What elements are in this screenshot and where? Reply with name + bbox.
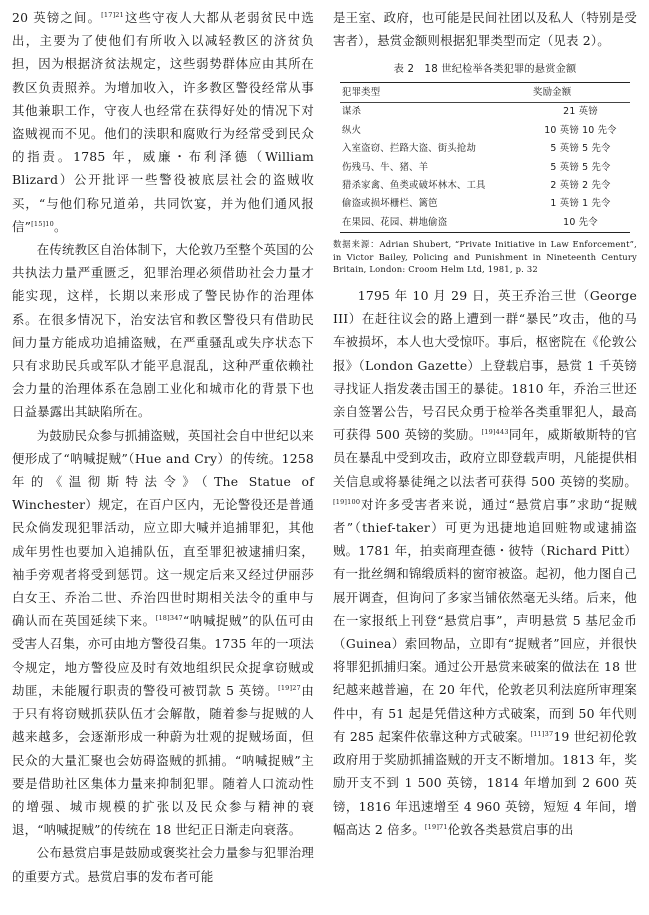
text-run: “呐喊捉贼”的队伍可由受害人召集，亦可由地方警役召集。1735 年的一项法令规定，地方警役应及时有效地组织民众捉拿窃贼或劫匪，未能履行职责的警役可被罚款 5 英镑。 — [12, 613, 314, 698]
text-run: 由于只有将窃贼抓获队伍才会解散，随着参与捉贼的人越来越多，会逐渐形成一种蔚为壮观的捉贼场面，但民众的大量汇聚也会妨碍盗贼的抓捕。“呐喊捉贼”主要是借助社区集体力量来抑制犯罪。随着人口流动性的增强、城市规模的扩张以及民众参与精神的衰退，“呐喊捉贼”的传统在 18 世纪正日渐走向衰落。 — [12, 682, 314, 838]
table-row — [340, 122, 630, 140]
bounty-table-block — [333, 62, 637, 276]
text-run: 为鼓励民众参与抓捕盗贼，英国社会自中世纪以来便形成了“呐喊捉贼”（Hue and Cry）的传统。1258 年的《温彻斯特法令》（The Statue of Winchester）规定，在百户区内，无论警役还是普通民众倘发现犯罪活动，应立即大喊并追捕罪犯，其他成年男性也要加入追捕队伍，直至罪犯被逮捕归案，袖手旁观者将受到惩罚。这一规定后来又经过伊丽莎白女王、乔治二世、乔治四世时期相关法令的重申与确认而在英国延续下来。 — [12, 427, 314, 629]
text-run: 对许多受害者来说，通过“悬赏启事”求助“捉贼者”（thief-taker）可更为迅捷地追回赃物或逮捕盗贼。1781 年，拍卖商理查德・彼特（Richard Pitt）有一批丝绸和锦缎质料的窗帘被盗。起初，他力图自己展开调查，但询问了多家当铺依然毫无头绪。后来，他在一家报纸上刊登“悬赏启事”，声明悬赏 5 基尼金币（Guinea）索回物品，立即有“捉贼者”回应，并很快将罪犯抓捕归案。通过公开悬赏来破案的做法在 18 世纪越来越普遍，在 20 年代，伦敦老贝利法庭所审理案件中，有 51 起是凭借这种方式破案，而到 50 年代则有 285 起案件依靠这种方式破案。 — [333, 496, 637, 744]
reward-cell: 5 英镑 5 先令 — [550, 161, 611, 173]
left-text-column — [12, 6, 314, 888]
citation-ref: [18]347 — [155, 614, 183, 623]
crime-type-cell: 谋杀 — [342, 106, 362, 118]
crime-type-cell: 偷盗或损坏栅栏、篱笆 — [342, 198, 438, 210]
text-run: 公布悬赏启事是鼓励或褒奖社会力量参与犯罪治理的重要方式。悬赏启事的发布者可能 — [12, 845, 314, 884]
text-run: 19 世纪初伦敦政府用于奖励抓捕盗贼的开支不断增加。1813 年，奖励开支不到 1 500 英镑，1814 年增加到 2 600 英镑，1816 年迅速增至 4 960 英镑，短短 4 年间，增幅高达 2 倍多。 — [333, 728, 637, 837]
citation-ref: [19]443 — [481, 428, 509, 437]
reward-cell: 10 先令 — [531, 214, 630, 233]
crime-type-cell: 纵火 — [342, 124, 362, 136]
text-run: 1795 年 10 月 29 日，英王乔治三世（George III）在赶往议会的路上遭到一群“暴民”攻击，他的马车被损坏，本人也大受惊吓。事后，枢密院在《伦敦公报》（London Gazette）上登载启事，悬赏 1 千英镑寻找证人指发袭击国王的暴徒。1810 年，乔治三世还亲自签署公告，号召民众勇于检举各类重罪犯人，最高可获得 500 英镑的奖励。 — [333, 288, 637, 443]
reward-cell: 5 英镑 5 先令 — [550, 143, 611, 155]
text-run: 20 英镑之间。 — [12, 10, 102, 25]
table-row — [340, 195, 630, 213]
text-run: 伦敦各类悬赏启事的出 — [447, 821, 574, 837]
citation-ref: [17]21 — [101, 11, 124, 19]
crime-type-cell: 猎杀家禽、鱼类或破坏林木、工具 — [342, 180, 486, 192]
table-row — [340, 140, 630, 158]
table-caption: 表 2 18 世纪检举各类犯罪的悬赏金额 — [393, 64, 577, 76]
header-crime-type: 犯罪类型 — [340, 83, 531, 103]
reward-cell: 21 英镑 — [563, 106, 598, 118]
table-row — [340, 177, 630, 195]
citation-ref: [19]27 — [278, 683, 301, 692]
table-row — [340, 214, 630, 233]
citation-ref: [19]100 — [333, 497, 361, 506]
crime-type-cell: 入室盗窃、拦路大盗、街头抢劫 — [342, 143, 477, 155]
crime-type-cell: 在果园、花园、耕地偷盗 — [340, 214, 531, 233]
paragraph — [333, 6, 637, 52]
paragraph — [12, 841, 314, 887]
text-run: 在传统教区自治体制下，大伦敦乃至整个英国的公共执法力量严重匮乏，犯罪治理必须借助社会力量才能实现，这样，长期以来形成了警民协作的治理体系。在很多情况下，治安法官和教区警役只有借助民间力量方能成功追捕盗贼，在严重骚乱或失序状态下只有求助民兵或军队才能平息混乱，这种严重依赖社会力量的治理体系在急剧工业化和城市化的背景下也日益暴露出其缺陷所在。 — [12, 242, 314, 420]
right-text-column — [333, 6, 637, 841]
table-header-row — [340, 83, 630, 103]
table-source-note: 数据来源：Adrian Shubert, “Private Initiative in Law Enforcement”, in Victor Bailey, Policing and Punishment in Nineteenth Century Britain, London: Croom Helm Ltd, 1981, p. 32 — [333, 239, 637, 275]
paragraph — [12, 238, 314, 424]
table-row — [340, 103, 630, 122]
table-row — [340, 159, 630, 177]
text-run: 。 — [53, 218, 67, 234]
citation-ref: [19]71 — [424, 822, 448, 831]
crime-type-cell: 伤残马、牛、猪、羊 — [342, 161, 429, 173]
bounty-table — [340, 82, 630, 233]
paragraph — [12, 6, 314, 238]
reward-cell: 1 英镑 1 先令 — [550, 198, 611, 210]
paragraph — [333, 284, 637, 841]
text-run: 同年，威斯敏斯特的官员在暴乱中受到攻击，政府立即登载声明，凡能提供相关信息或将暴徒绳之以法者可获得 500 英镑的奖励。 — [333, 427, 638, 489]
header-reward: 奖励金额 — [531, 83, 630, 103]
text-run: 这些守夜人大都从老弱贫民中选出，主要为了使他们有所收入以减轻教区的济贫负担，因为根据济贫法规定，这些弱势群体应由其所在教区负责照养。为增加收入，许多教区警役经常从事其他兼职工作，守夜人也经常在获得好处的情况下对盗贼视而不见。他们的渎职和腐败行为经常受到民众的指责。1785 年，威廉・布利泽德（William Blizard）公开批评一些警役被底层社会的盗贼收买，“与他们称兄道弟，共同饮宴，并为他们通风报信” — [12, 10, 314, 234]
paragraph — [12, 424, 314, 842]
citation-ref: [15]10 — [31, 219, 54, 228]
reward-cell: 10 英镑 10 先令 — [544, 124, 617, 136]
citation-ref: [11]37 — [530, 729, 554, 738]
reward-cell: 2 英镑 2 先令 — [550, 180, 611, 192]
text-run: 是王室、政府，也可能是民间社团以及私人（特别是受害者），悬赏金额则根据犯罪类型而定（见表 2）。 — [333, 10, 637, 49]
